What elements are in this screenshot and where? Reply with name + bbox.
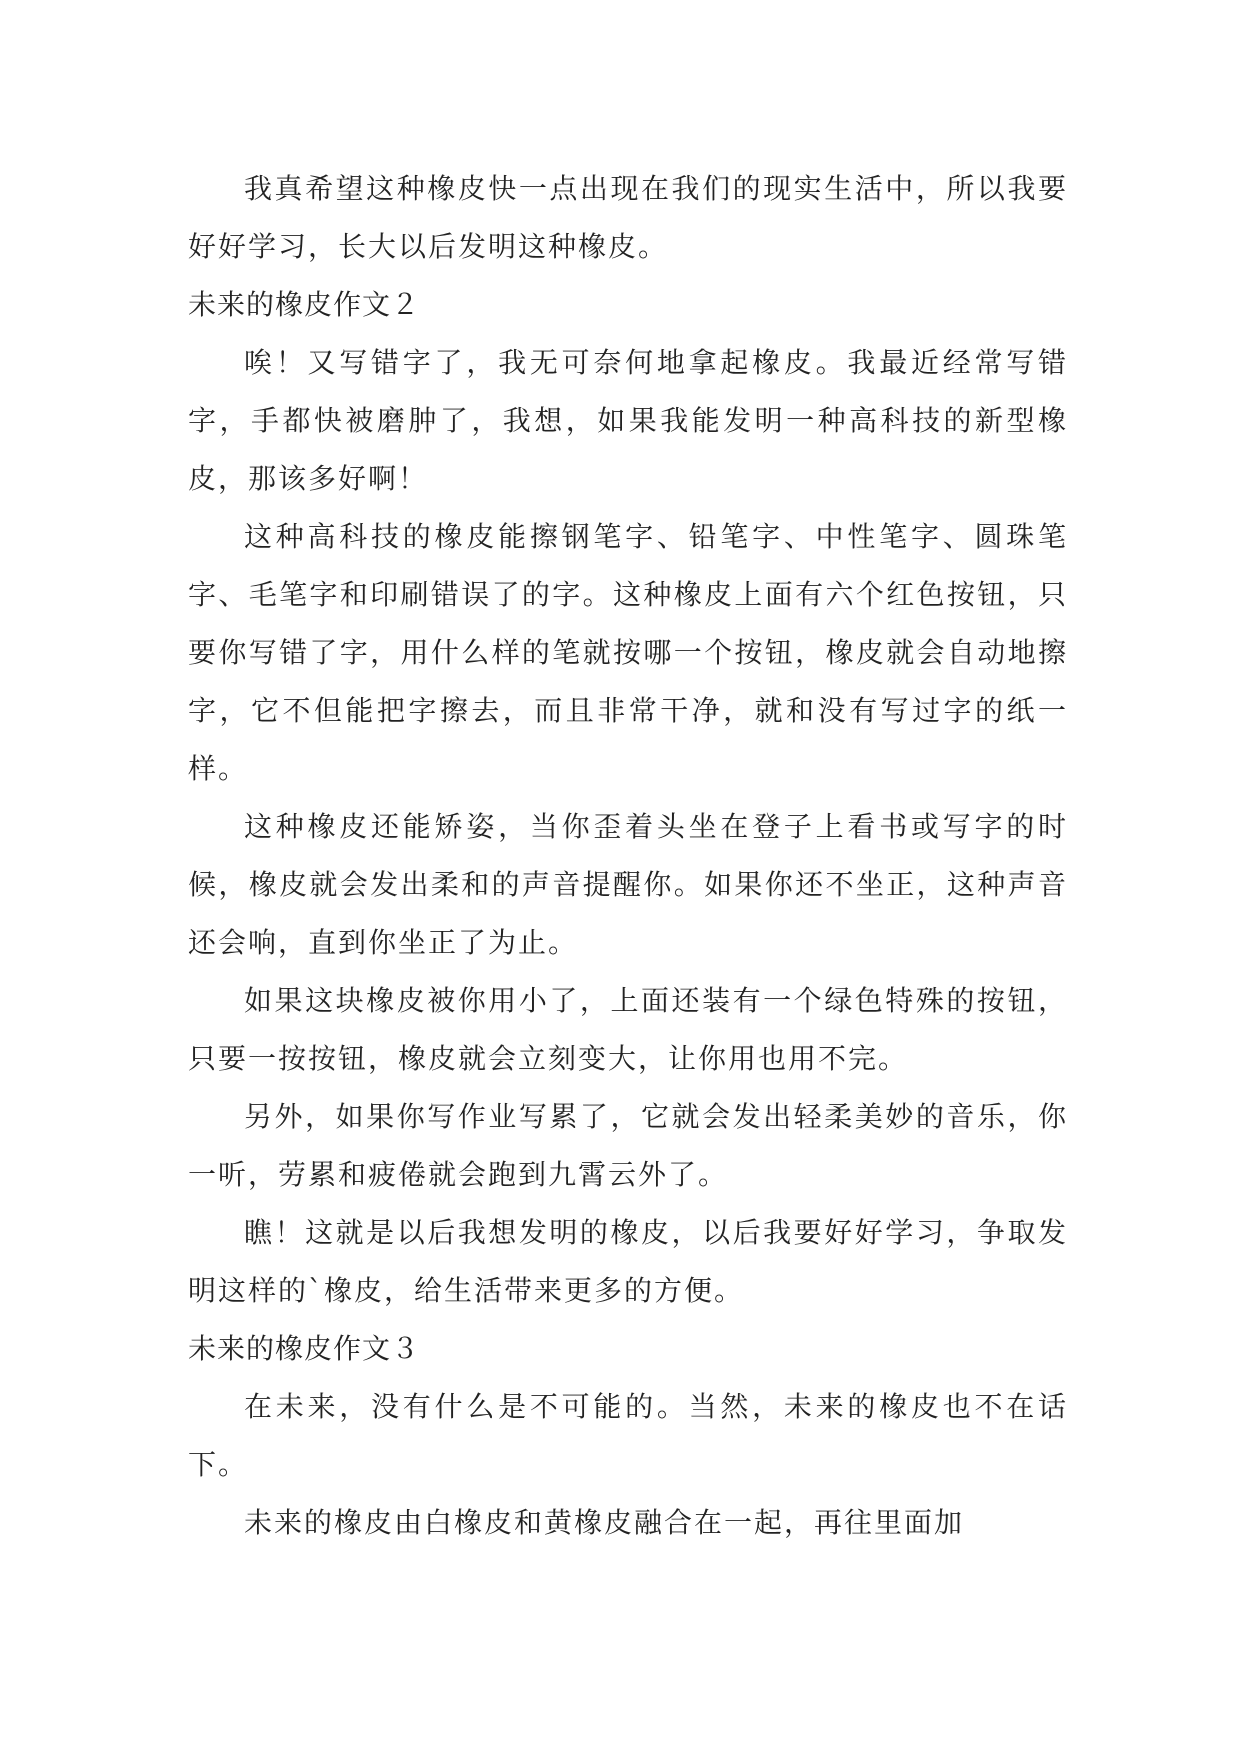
section-heading: 未来的橡皮作文２ <box>188 288 421 321</box>
paragraph: 这种橡皮还能矫姿，当你歪着头坐在登子上看书或写字的时候，橡皮就会发出柔和的声音提醒你。如果你还不坐正，这种声音还会响，直到你坐正了为止。 <box>188 810 1068 959</box>
document-body <box>188 160 1068 1552</box>
paragraph: 未来的橡皮由白橡皮和黄橡皮融合在一起，再往里面加 <box>244 1506 965 1539</box>
paragraph: 瞧！这就是以后我想发明的橡皮，以后我要好好学习，争取发明这样的`橡皮，给生活带来更多的方便。 <box>188 1216 1068 1307</box>
paragraph: 我真希望这种橡皮快一点出现在我们的现实生活中，所以我要好好学习，长大以后发明这种橡皮。 <box>188 172 1068 263</box>
paragraph: 这种高科技的橡皮能擦钢笔字、铅笔字、中性笔字、圆珠笔字、毛笔字和印刷错误了的字。这种橡皮上面有六个红色按钮，只要你写错了字，用什么样的笔就按哪一个按钮，橡皮就会自动地擦字，它不但能把字擦去，而且非常干净，就和没有写过字的纸一样。 <box>188 520 1068 785</box>
paragraph: 在未来，没有什么是不可能的。当然，未来的橡皮也不在话下。 <box>188 1390 1068 1481</box>
paragraph: 另外，如果你写作业写累了，它就会发出轻柔美妙的音乐，你一听，劳累和疲倦就会跑到九霄云外了。 <box>188 1100 1068 1191</box>
paragraph: 唉！又写错字了，我无可奈何地拿起橡皮。我最近经常写错字，手都快被磨肿了，我想，如果我能发明一种高科技的新型橡皮，那该多好啊！ <box>188 346 1068 495</box>
paragraph: 如果这块橡皮被你用小了，上面还装有一个绿色特殊的按钮，只要一按按钮，橡皮就会立刻变大，让你用也用不完。 <box>188 984 1068 1075</box>
section-heading: 未来的橡皮作文３ <box>188 1332 421 1365</box>
